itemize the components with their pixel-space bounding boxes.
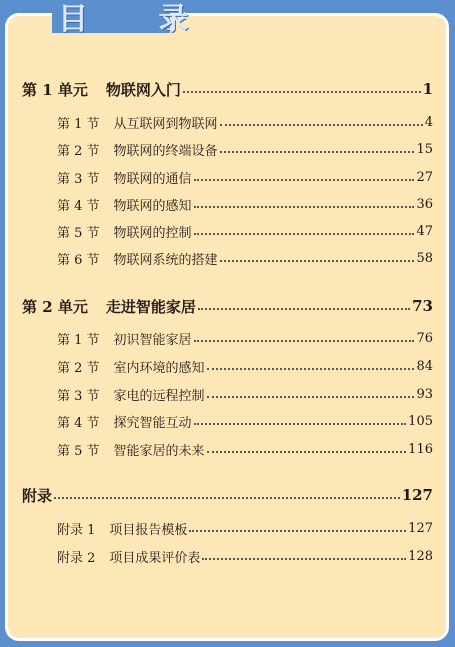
page-number: 4 [424, 114, 433, 130]
dot-leader [194, 179, 415, 181]
unit-title: 走进智能家居 [105, 297, 196, 316]
section-number: 第 3 节 [57, 171, 100, 187]
page-number: 27 [416, 169, 433, 185]
section-number: 附录 1 [57, 522, 96, 538]
page-number: 84 [416, 358, 433, 374]
toc-section[interactable] [57, 546, 433, 566]
toc-section[interactable] [57, 221, 433, 241]
section-title: 项目报告模板 [109, 522, 188, 538]
section-title: 物联网的终端设备 [113, 143, 218, 159]
section-number: 第 5 节 [57, 225, 100, 241]
toc-section[interactable] [57, 248, 433, 268]
dot-leader [198, 308, 410, 310]
page-number: 73 [412, 297, 433, 315]
dot-leader [194, 233, 415, 235]
page-number: 105 [408, 413, 433, 429]
dot-leader [183, 91, 421, 93]
dot-leader [207, 368, 415, 370]
toc-section[interactable] [57, 518, 433, 538]
section-number: 第 4 节 [57, 415, 100, 431]
page-number: 1 [422, 80, 433, 98]
toc-appendix[interactable] [22, 485, 433, 505]
toc-section[interactable] [57, 112, 433, 132]
page-title: 目 录 [58, 2, 219, 37]
section-title: 探究智能互动 [113, 415, 192, 431]
page-number: 47 [416, 223, 433, 239]
dot-leader [194, 423, 407, 425]
section-title: 物联网的通信 [113, 171, 192, 187]
section-title: 物联网系统的搭建 [113, 252, 218, 268]
section-title: 物联网的控制 [113, 225, 192, 241]
section-number: 附录 2 [57, 550, 96, 566]
page-number: 128 [408, 548, 433, 564]
toc-unit-2[interactable] [22, 296, 433, 316]
dot-leader [194, 340, 415, 342]
toc-section[interactable] [57, 328, 433, 348]
section-number: 第 1 节 [57, 332, 100, 348]
toc-section[interactable] [57, 167, 433, 187]
page-number: 93 [416, 386, 433, 402]
dot-leader [220, 260, 415, 262]
unit-number: 第 2 单元 [22, 297, 88, 316]
section-number: 第 1 节 [57, 116, 100, 132]
unit-title: 物联网入门 [105, 80, 181, 99]
toc-unit-1[interactable] [22, 79, 433, 99]
section-number: 第 2 节 [57, 143, 100, 159]
page-number: 36 [416, 196, 433, 212]
dot-leader [189, 530, 406, 532]
dot-leader [54, 497, 400, 499]
section-title: 初识智能家居 [113, 332, 192, 348]
page-number: 127 [408, 520, 433, 536]
toc-section[interactable] [57, 411, 433, 431]
dot-leader [194, 206, 415, 208]
toc-section[interactable] [57, 384, 433, 404]
toc-section[interactable] [57, 139, 433, 159]
section-title: 物联网的感知 [113, 198, 192, 214]
page-number: 58 [416, 250, 433, 266]
dot-leader [207, 396, 415, 398]
section-number: 第 2 节 [57, 360, 100, 376]
section-number: 第 3 节 [57, 388, 100, 404]
toc-section[interactable] [57, 194, 433, 214]
section-number: 第 6 节 [57, 252, 100, 268]
page-number: 76 [416, 330, 433, 346]
section-title: 家电的远程控制 [113, 388, 205, 404]
page-number: 116 [408, 441, 433, 457]
dot-leader [207, 451, 407, 453]
dot-leader [220, 151, 415, 153]
unit-number: 第 1 单元 [22, 80, 88, 99]
section-title: 室内环境的感知 [113, 360, 205, 376]
dot-leader [220, 124, 423, 126]
section-title: 智能家居的未来 [113, 443, 205, 459]
page-number: 15 [416, 141, 433, 157]
page-number: 127 [401, 486, 433, 504]
section-title: 从互联网到物联网 [113, 116, 218, 132]
toc-section[interactable] [57, 356, 433, 376]
section-number: 第 5 节 [57, 443, 100, 459]
dot-leader [202, 558, 406, 560]
section-number: 第 4 节 [57, 198, 100, 214]
toc-section[interactable] [57, 439, 433, 459]
section-title: 项目成果评价表 [109, 550, 201, 566]
unit-number: 附录 [22, 486, 53, 505]
